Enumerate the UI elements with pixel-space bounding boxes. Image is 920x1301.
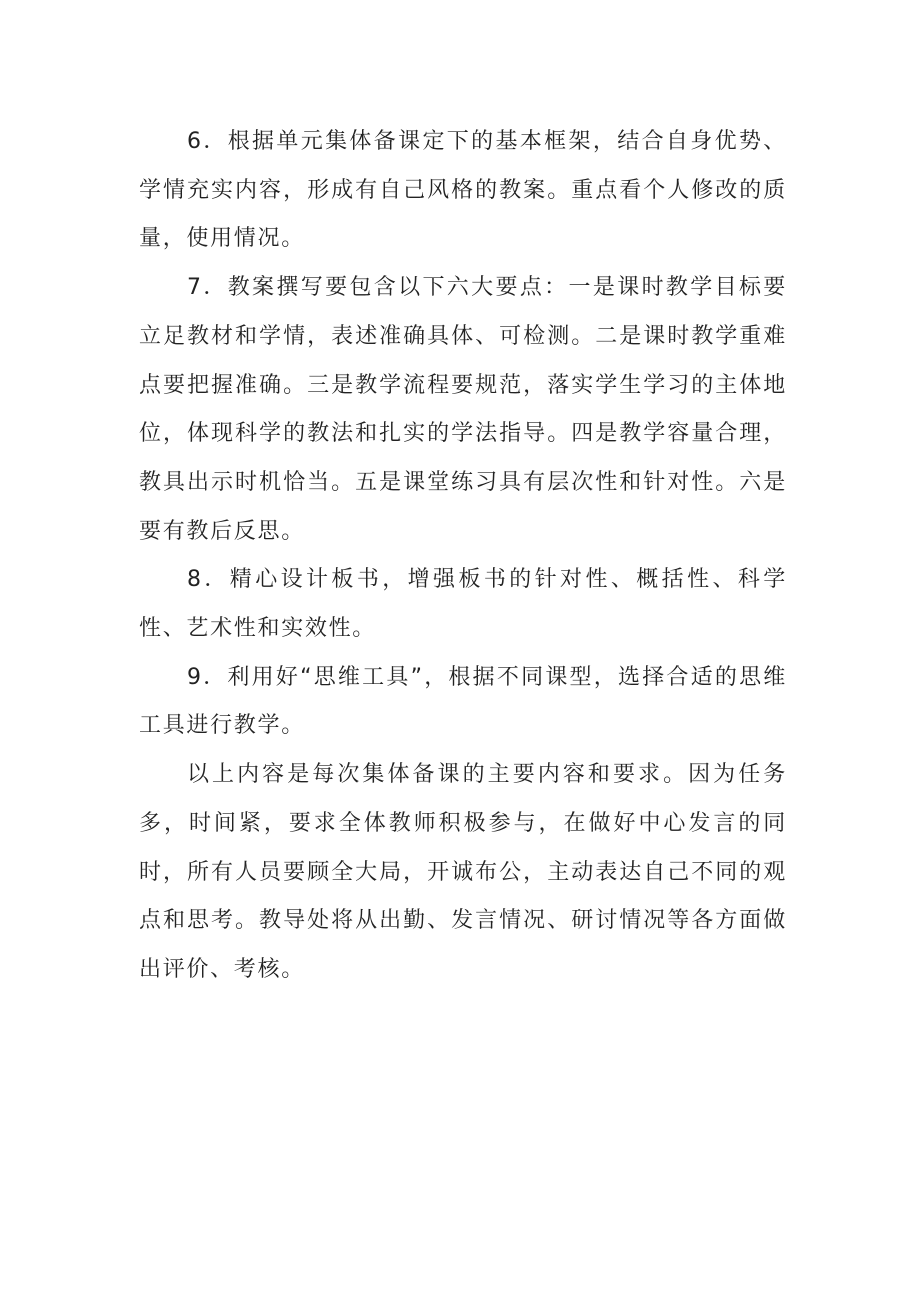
- paragraph-item-7: 7．教案撰写要包含以下六大要点：一是课时教学目标要立足教材和学情，表述准确具体、可检测。二是课时教学重难点要把握准确。三是教学流程要规范，落实学生学习的主体地位，体现科学的教法和扎实的学法指导。四是教学容量合理，教具出示时机恰当。五是课堂练习具有层次性和针对性。六是要有教后反思。: [139, 275, 787, 544]
- paragraph-item-6: 6．根据单元集体备课定下的基本框架，结合自身优势、学情充实内容，形成有自己风格的教案。重点看个人修改的质量，使用情况。: [139, 129, 787, 252]
- paragraph-item-8: 8．精心设计板书，增强板书的针对性、概括性、科学性、艺术性和实效性。: [139, 567, 787, 642]
- document-body: [139, 118, 787, 995]
- paragraph-item-9: 9．利用好“思维工具”，根据不同课型，选择合适的思维工具进行教学。: [139, 664, 787, 739]
- paragraph-summary: 以上内容是每次集体备课的主要内容和要求。因为任务多，时间紧，要求全体教师积极参与，在做好中心发言的同时，所有人员要顾全大局，开诚布公，主动表达自己不同的观点和思考。教导处将从出勤、发言情况、研讨情况等各方面做出评价、考核。: [139, 762, 787, 982]
